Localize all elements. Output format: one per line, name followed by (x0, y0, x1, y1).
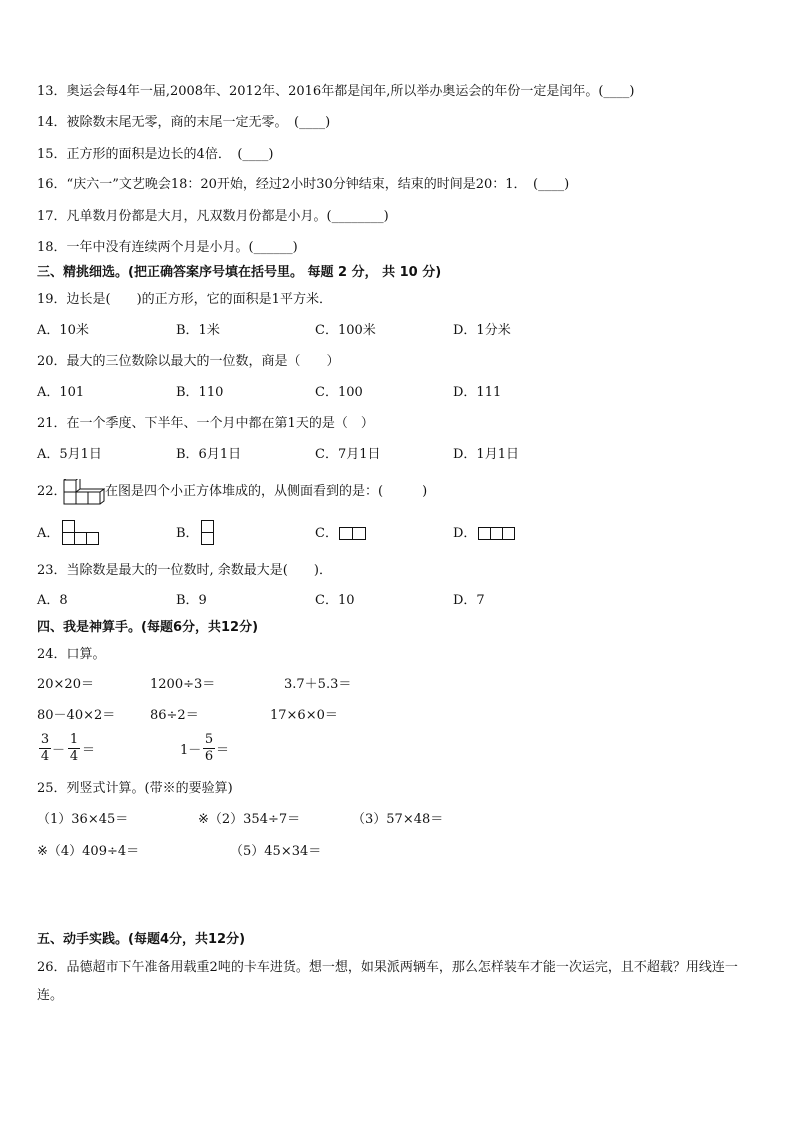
question-22: 在图是四个小正方体堆成的，从侧面看到的是：( ) (105, 484, 428, 499)
q23-option-a: A．8 (37, 593, 68, 608)
vertical-calc-4: ※（4）409÷4＝ (37, 844, 140, 859)
q21-option-c: C．7月1日 (315, 447, 381, 462)
section-4-heading: 四、我是神算手。(每题6分，共12分) (37, 620, 259, 635)
question-15: 15．正方形的面积是边长的4倍． (____) (37, 147, 274, 162)
q22-option-b-label: B． (176, 526, 199, 541)
question-14: 14．被除数末尾无零，商的末尾一定无零。 (____) (37, 115, 331, 130)
q21-option-a: A．5月1日 (37, 447, 102, 462)
stacked-cubes-figure (63, 479, 105, 505)
one-minus: 1－ (180, 743, 202, 758)
q19-option-b: B．1米 (176, 323, 220, 338)
minus-sign: － (52, 743, 66, 758)
q22-option-b-figure (201, 532, 214, 545)
fraction-numerator: 1 (69, 732, 79, 747)
question-18: 18．一年中没有连续两个月是小月。(______) (37, 240, 298, 255)
mental-math-1: 20×20＝ (37, 677, 94, 692)
fraction-five-sixths (203, 733, 215, 764)
q19-option-c: C．100米 (315, 323, 376, 338)
q20-option-b: B．110 (176, 385, 224, 400)
q23-option-b: B．9 (176, 593, 207, 608)
question-22-number: 22． (37, 484, 67, 499)
question-21: 21．在一个季度、下半年、一个月中都在第1天的是（ ） (37, 416, 374, 431)
equals-sign: ＝ (82, 743, 96, 758)
question-20: 20．最大的三位数除以最大的一位数，商是（ ） (37, 354, 340, 369)
q21-option-b: B．6月1日 (176, 447, 242, 462)
q23-option-d: D．7 (453, 593, 485, 608)
fraction-numerator: 5 (204, 732, 214, 747)
mental-math-4: 80－40×2＝ (37, 708, 116, 723)
fraction-denominator: 4 (40, 749, 50, 764)
q22-option-c-label: C． (315, 526, 338, 541)
question-24: 24．口算。 (37, 647, 106, 662)
fraction-one-quarter (68, 733, 80, 764)
question-17: 17．凡单数月份都是大月，凡双数月份都是小月。(________) (37, 209, 389, 224)
vertical-calc-3: （3）57×48＝ (352, 812, 444, 827)
question-23: 23．当除数是最大的一位数时, 余数最大是( )． (37, 563, 332, 578)
q19-option-a: A．10米 (37, 323, 89, 338)
vertical-calc-5: （5）45×34＝ (230, 844, 322, 859)
q22-option-a-figure (86, 532, 99, 545)
q20-option-c: C．100 (315, 385, 363, 400)
q22-option-a-label: A． (37, 526, 60, 541)
mental-math-5: 86÷2＝ (150, 708, 199, 723)
vertical-calc-1: （1）36×45＝ (37, 812, 129, 827)
q22-option-d-figure (502, 527, 515, 540)
question-25: 25．列竖式计算。(带※的要验算) (37, 781, 233, 796)
section-5-heading: 五、动手实践。(每题4分，共12分) (37, 932, 246, 947)
q22-option-c-figure (352, 527, 366, 540)
fraction-denominator: 6 (204, 749, 214, 764)
question-13: 13．奥运会每4年一届,2008年、2012年、2016年都是闰年,所以举办奥运会的年份一定是闰年。(____) (37, 84, 635, 99)
section-3-heading: 三、精挑细选。(把正确答案序号填在括号里。 每题 2 分， 共 10 分) (37, 265, 442, 280)
fraction-denominator: 4 (69, 749, 79, 764)
fraction-three-quarters (39, 733, 51, 764)
question-19: 19．边长是( )的正方形，它的面积是1平方米． (37, 292, 332, 307)
q20-option-d: D．111 (453, 385, 502, 400)
q22-option-d-label: D． (453, 526, 477, 541)
mental-math-2: 1200÷3＝ (150, 677, 216, 692)
mental-math-3: 3.7＋5.3＝ (284, 677, 352, 692)
q20-option-a: A．101 (37, 385, 85, 400)
q19-option-d: D．1分米 (453, 323, 511, 338)
vertical-calc-2: ※（2）354÷7＝ (198, 812, 301, 827)
fraction-numerator: 3 (40, 732, 50, 747)
q21-option-d: D．1月1日 (453, 447, 519, 462)
q22-option-c-figure (339, 527, 353, 540)
question-16: 16．“庆六一”文艺晚会18：20开始，经过2小时30分钟结束，结束的时间是20：1． (____) (37, 177, 570, 192)
q23-option-c: C．10 (315, 593, 355, 608)
mental-math-6: 17×6×0＝ (270, 708, 338, 723)
question-26: 26．品德超市下午准备用载重2吨的卡车进货。想一想，如果派两辆车，那么怎样装车才能一次运完，且不超载？用线连一连。 (37, 960, 738, 1003)
equals-sign: ＝ (216, 743, 230, 758)
